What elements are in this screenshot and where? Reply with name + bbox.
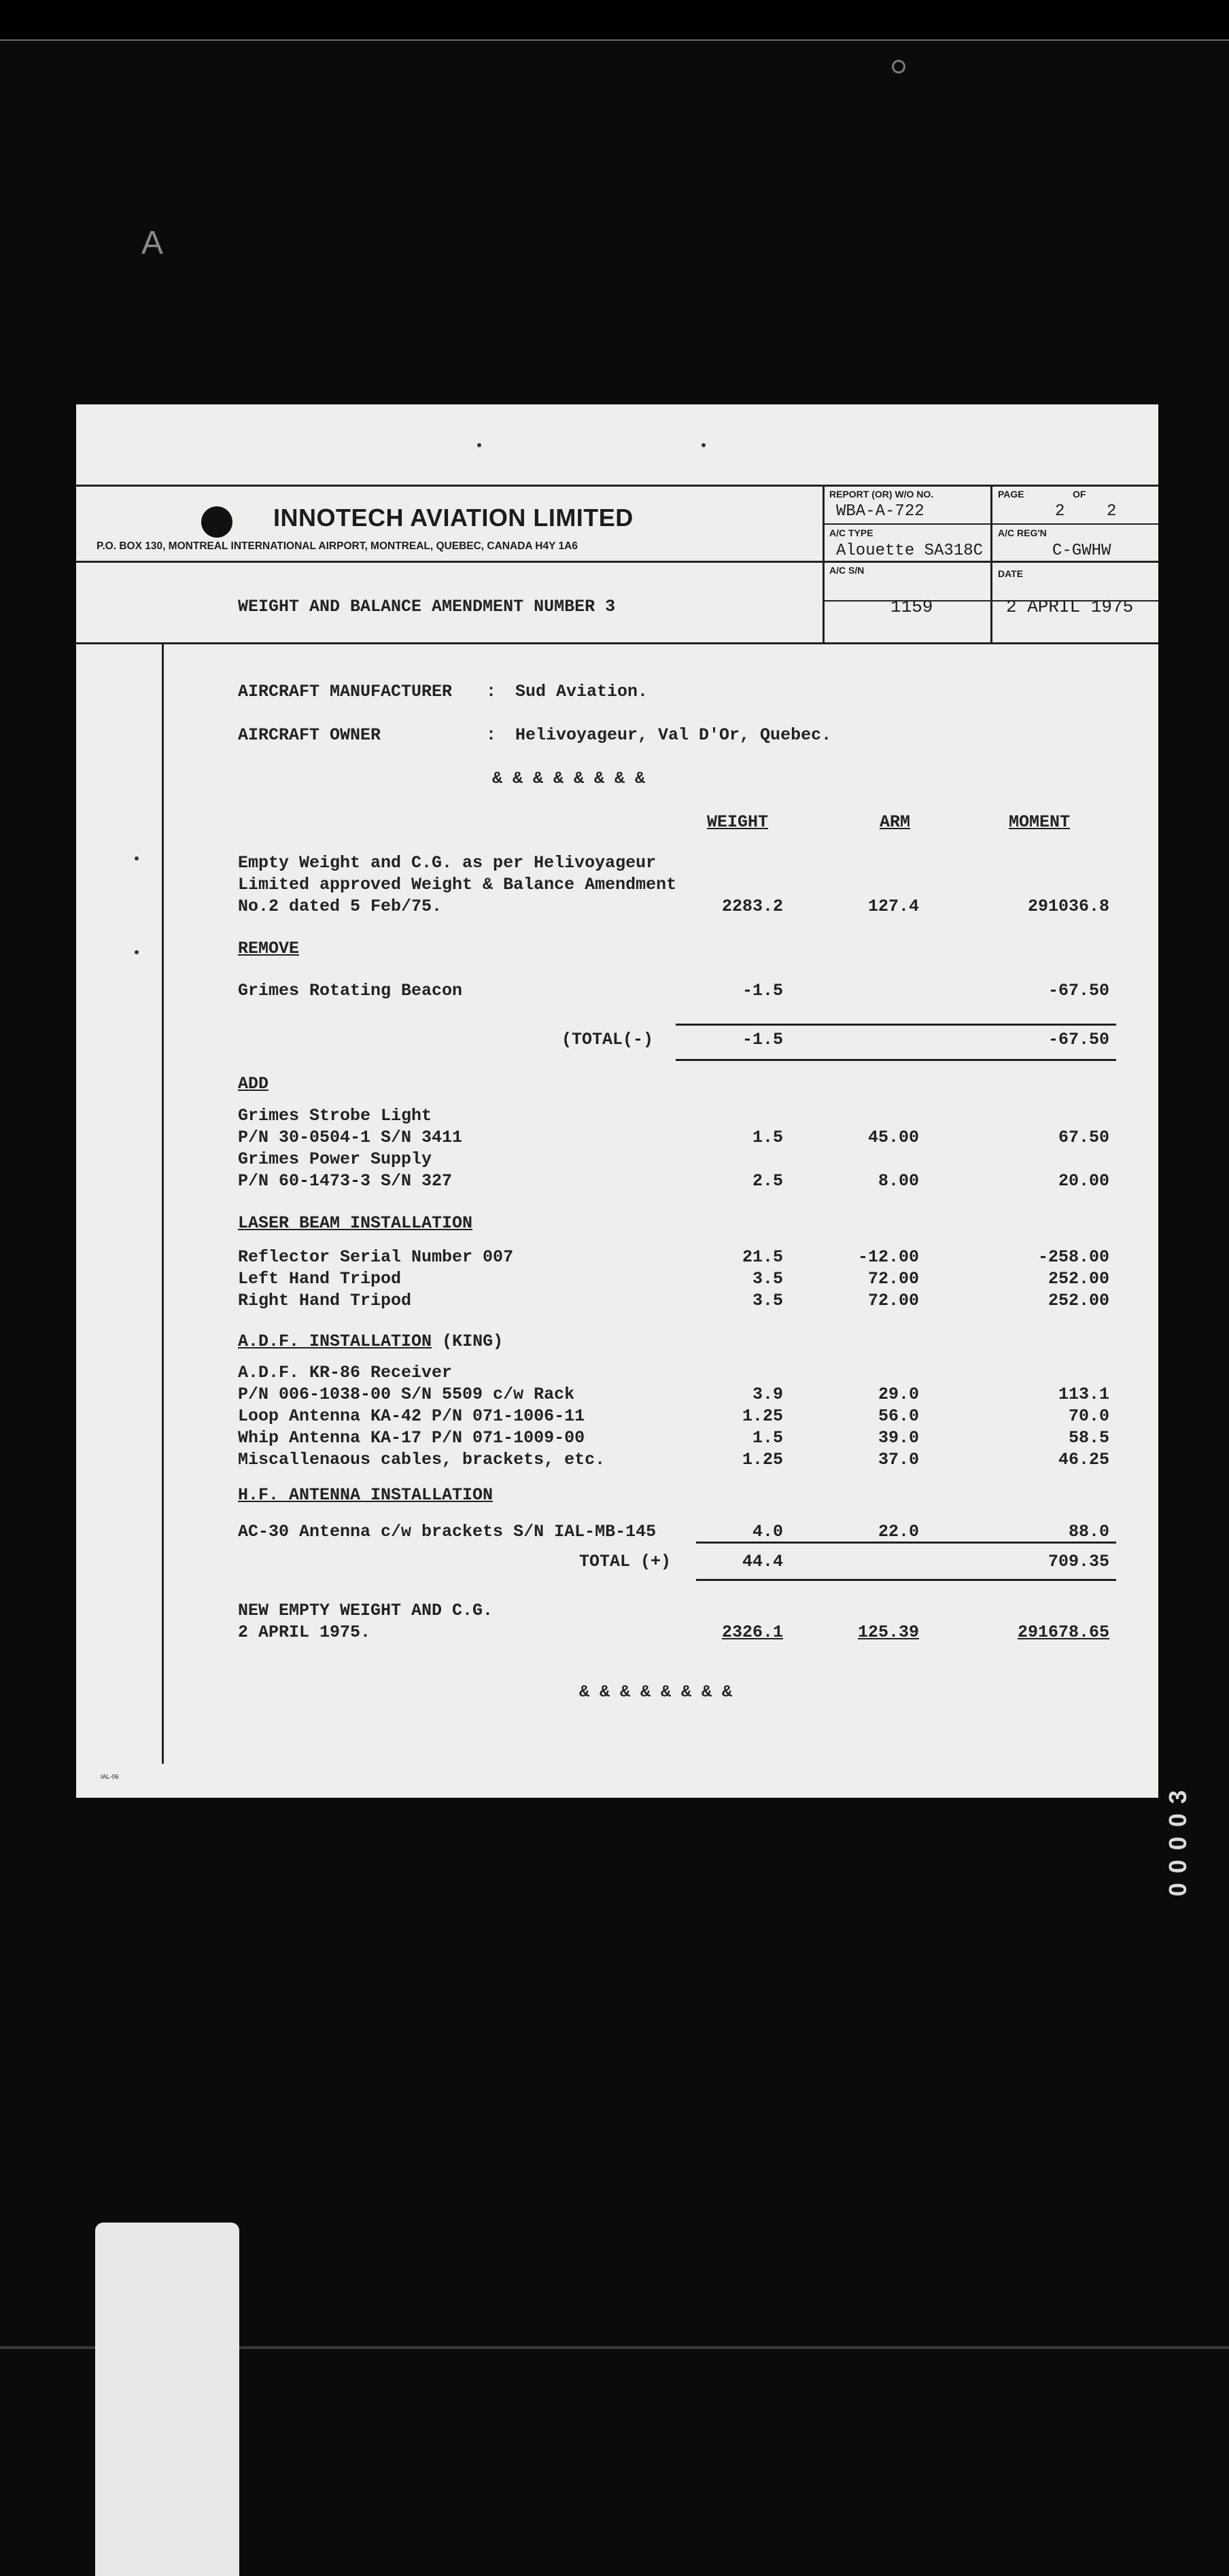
total-plus-label: TOTAL (+) [579, 1552, 672, 1571]
ac-sn-label: A/C S/N [829, 565, 865, 576]
divider: & & & & & & & & [492, 769, 646, 788]
add-line: Grimes Power Supply [238, 1149, 432, 1169]
arm-value: 45.00 [867, 1128, 919, 1147]
speck [702, 443, 706, 447]
date-label: DATE [998, 568, 1024, 579]
result-line-2: 2 APRIL 1975. [238, 1622, 371, 1642]
arm-value: 127.4 [867, 897, 919, 916]
weight-value: 1.25 [742, 1450, 783, 1469]
manufacturer: Sud Aviation. [515, 682, 648, 701]
film-dot [892, 60, 905, 73]
adf-item: Loop Antenna KA-42 P/N 071-1006-11 [238, 1406, 585, 1426]
arm-value: 56.0 [878, 1406, 919, 1426]
report-date: 2 APRIL 1975 [1006, 597, 1134, 617]
empty-line-3: No.2 dated 5 Feb/75. [238, 897, 443, 916]
moment-value: 709.35 [1048, 1552, 1109, 1571]
hf-heading: H.F. ANTENNA INSTALLATION [238, 1485, 494, 1505]
report-label: REPORT (OR) W/O NO. [829, 489, 934, 500]
remove-item: Grimes Rotating Beacon [238, 981, 463, 1000]
remove-heading: REMOVE [238, 939, 300, 958]
separator: : [486, 682, 497, 701]
rule [676, 1024, 1116, 1026]
company-logo [201, 506, 232, 538]
final-moment: 291678.65 [1017, 1622, 1109, 1642]
moment-value: 252.00 [1048, 1291, 1109, 1310]
arm-value: 29.0 [878, 1385, 919, 1404]
weight-value: 21.5 [742, 1247, 783, 1267]
weight-value: 4.0 [752, 1522, 783, 1542]
of-label: OF [1073, 489, 1086, 500]
moment-value: 88.0 [1068, 1522, 1109, 1542]
light-glare [95, 2223, 239, 2576]
moment-value: 291036.8 [1027, 897, 1109, 916]
weight-value: 1.5 [752, 1128, 783, 1147]
rule [76, 561, 1158, 563]
add-line: P/N 30-0504-1 S/N 3411 [238, 1128, 463, 1147]
rule [990, 485, 992, 644]
ac-type-label: A/C TYPE [829, 527, 873, 538]
moment-value: 58.5 [1068, 1428, 1109, 1448]
rule [76, 642, 1158, 644]
weight-value: 3.9 [752, 1385, 783, 1404]
rule [676, 1059, 1116, 1061]
col-moment: MOMENT [1009, 812, 1071, 832]
adf-item: Miscallenaous cables, brackets, etc. [238, 1450, 606, 1469]
arm-value: 72.00 [867, 1269, 919, 1289]
divider: & & & & & & & & [579, 1682, 733, 1702]
moment-value: 46.25 [1058, 1450, 1109, 1469]
adf-heading-row [238, 1331, 503, 1351]
result-line-1: NEW EMPTY WEIGHT AND C.G. [238, 1601, 494, 1620]
moment-value: 113.1 [1058, 1385, 1109, 1404]
weight-value: -1.5 [742, 1030, 783, 1049]
document-title: WEIGHT AND BALANCE AMENDMENT NUMBER 3 [238, 597, 616, 616]
weight-value: 2283.2 [721, 897, 783, 916]
frame-number: 00003 [1164, 1781, 1192, 1897]
weight-value: 3.5 [752, 1269, 783, 1289]
moment-value: -258.00 [1037, 1247, 1109, 1267]
speck [135, 950, 139, 954]
laser-item: Right Hand Tripod [238, 1291, 412, 1310]
arm-value: 22.0 [878, 1522, 919, 1542]
arm-value: 37.0 [878, 1450, 919, 1469]
adf-heading: A.D.F. INSTALLATION [238, 1331, 432, 1351]
weight-value: 1.25 [742, 1406, 783, 1426]
remove-total-label: (TOTAL(-) [561, 1030, 654, 1049]
page-total: 2 [1107, 502, 1117, 521]
margin-rule [162, 642, 164, 1764]
weight-value: 1.5 [752, 1428, 783, 1448]
add-line: Grimes Strobe Light [238, 1106, 432, 1126]
moment-value: 70.0 [1068, 1406, 1109, 1426]
laser-item: Left Hand Tripod [238, 1269, 402, 1289]
manufacturer-label: AIRCRAFT MANUFACTURER [238, 682, 453, 701]
add-heading: ADD [238, 1074, 269, 1094]
document-page [76, 404, 1158, 1798]
arm-value: 8.00 [878, 1171, 919, 1191]
moment-value: 252.00 [1048, 1269, 1109, 1289]
adf-heading-suffix: (KING) [442, 1331, 504, 1351]
adf-item: Whip Antenna KA-17 P/N 071-1009-00 [238, 1428, 585, 1448]
page-number: 2 [1055, 502, 1065, 521]
rule [823, 485, 825, 644]
adf-item: P/N 006-1038-00 S/N 5509 c/w Rack [238, 1385, 575, 1404]
empty-line-1: Empty Weight and C.G. as per Helivoyageur [238, 853, 657, 873]
form-code: IAL-06 [101, 1773, 119, 1780]
arm-value: 39.0 [878, 1428, 919, 1448]
weight-value: -1.5 [742, 981, 783, 1000]
rule [696, 1579, 1116, 1581]
final-weight: 2326.1 [721, 1622, 783, 1642]
empty-line-2: Limited approved Weight & Balance Amendment [238, 875, 677, 894]
moment-value: 67.50 [1058, 1128, 1109, 1147]
hf-item: AC-30 Antenna c/w brackets S/N IAL-MB-145 [238, 1522, 657, 1542]
page-label: PAGE [998, 489, 1024, 500]
separator: : [486, 725, 497, 745]
film-edge [0, 39, 1229, 41]
owner-label: AIRCRAFT OWNER [238, 725, 381, 745]
ac-type: Alouette SA318C [836, 542, 984, 560]
owner: Helivoyageur, Val D'Or, Quebec. [515, 725, 832, 745]
arm-value: -12.00 [857, 1247, 919, 1267]
col-weight: WEIGHT [707, 812, 769, 832]
final-arm: 125.39 [857, 1622, 919, 1642]
film-top-border [0, 0, 1229, 41]
arm-value: 72.00 [867, 1291, 919, 1310]
adf-line: A.D.F. KR-86 Receiver [238, 1363, 453, 1382]
weight-value: 2.5 [752, 1171, 783, 1191]
speck [477, 443, 481, 447]
weight-value: 44.4 [742, 1552, 783, 1571]
moment-value: -67.50 [1048, 981, 1109, 1000]
rule [696, 1542, 1116, 1544]
report-number: WBA-A-722 [836, 502, 924, 521]
ac-reg-label: A/C REG'N [998, 527, 1047, 538]
moment-value: -67.50 [1048, 1030, 1109, 1049]
ac-registration: C-GWHW [1052, 542, 1111, 560]
moment-value: 20.00 [1058, 1171, 1109, 1191]
weight-value: 3.5 [752, 1291, 783, 1310]
add-line: P/N 60-1473-3 S/N 327 [238, 1171, 453, 1191]
company-name: INNOTECH AVIATION LIMITED [273, 504, 634, 532]
col-arm: ARM [880, 812, 911, 832]
ac-serial: 1159 [890, 597, 933, 617]
speck [135, 856, 139, 860]
laser-item: Reflector Serial Number 007 [238, 1247, 514, 1267]
film-mark: A [141, 225, 164, 261]
company-address: P.O. BOX 130, MONTREAL INTERNATIONAL AIRPORT, MONTREAL, QUEBEC, CANADA H4Y 1A6 [97, 540, 578, 552]
laser-heading: LASER BEAM INSTALLATION [238, 1213, 473, 1233]
rule [76, 485, 1158, 487]
